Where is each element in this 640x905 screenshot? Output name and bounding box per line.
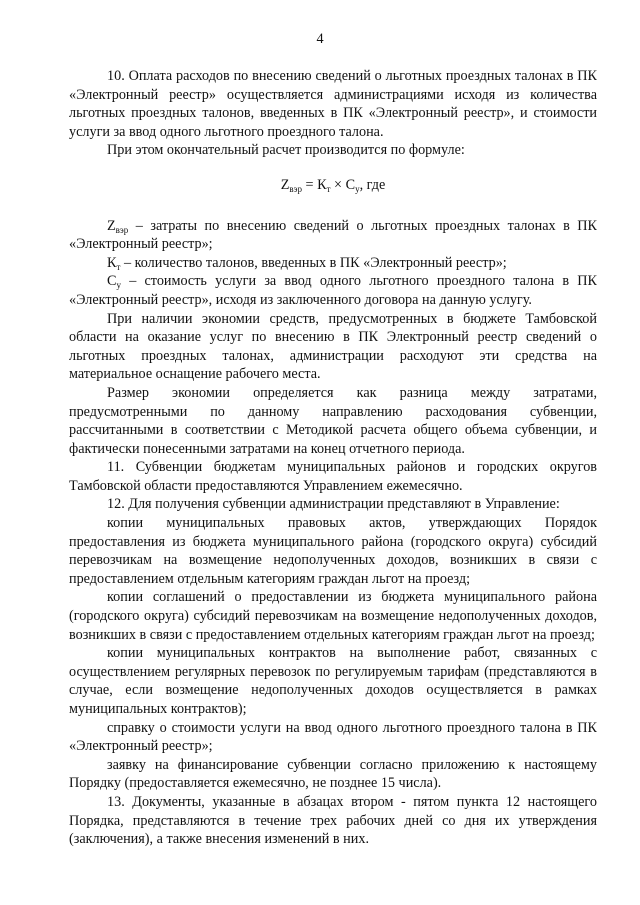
document-body bbox=[69, 67, 597, 849]
definition-k-sub: т bbox=[116, 261, 121, 272]
list-item: копии муниципальных контрактов на выполнение работ, связанных с осуществлением регулярных перевозок по регулируемым тарифам (представляются в случае, если возмещение недополученных доходов осуществляется в рамках муниципальных контрактов); bbox=[69, 645, 597, 717]
paragraph-economy-size: Размер экономии определяется как разница между затратами, предусмотренными по данному направлению расходования субвенции, рассчитанными в соответствии с Методикой расчета общего объема субвенции, и фактически понесенными затратами на конец отчетного периода. bbox=[69, 384, 597, 457]
formula-intro: При этом окончательный расчет производится по формуле: bbox=[107, 142, 465, 159]
formula-equals: = bbox=[301, 176, 318, 193]
formula-k: К bbox=[317, 176, 327, 193]
definition-z-text: – затраты по внесению сведений о льготных проездных талонах в ПК «Электронный реестр»; bbox=[69, 217, 597, 253]
definition-k-text: – количество талонов, введенных в ПК «Электронный реестр»; bbox=[120, 254, 507, 271]
definition-c-text: – стоимость услуги за ввод одного льготного проездного талона в ПК «Электронный реестр», исходя из заключенного договора на данную услугу. bbox=[69, 273, 597, 308]
definition-k bbox=[69, 254, 597, 273]
definition-c-symbol: С bbox=[107, 273, 117, 290]
formula-k-sub: т bbox=[326, 183, 331, 194]
definition-c bbox=[69, 272, 597, 309]
definition-z bbox=[69, 217, 597, 254]
definition-c-sub: у bbox=[116, 280, 121, 291]
paragraph-12: 12. Для получения субвенции администрации представляют в Управление: bbox=[107, 496, 560, 513]
formula-z-sub: вэр bbox=[289, 183, 302, 194]
formula-z: Z bbox=[280, 176, 290, 193]
definition-z-sub: вэр bbox=[115, 224, 129, 235]
paragraph-economy: При наличии экономии средств, предусмотренных в бюджете Тамбовской области на оказание услуг по внесению в ПК Электронный реестр сведений о льготных проездных талонах, администрации расходуют эти средства на материальное оснащение рабочего места. bbox=[69, 310, 597, 383]
paragraph-11: 11. Субвенции бюджетам муниципальных районов и городских округов Тамбовской области предоставляются Управлением ежемесячно. bbox=[69, 459, 597, 494]
list-item: копии муниципальных правовых актов, утверждающих Порядок предоставления из бюджета муниципального района (городского округа) субсидий перевозчикам на возмещение недополученных доходов, возникших в связи с предоставлением отдельным категориям граждан льгот на проезд; bbox=[69, 515, 597, 587]
list-item: справку о стоимости услуги на ввод одного льготного проездного талона в ПК «Электронный реестр»; bbox=[69, 719, 597, 755]
definition-z-symbol: Z bbox=[107, 217, 116, 234]
formula-tail: , где bbox=[359, 176, 386, 193]
formula-c: С bbox=[345, 176, 356, 193]
formula-times: × bbox=[330, 176, 346, 193]
definition-k-symbol: К bbox=[107, 254, 117, 271]
list-item: заявку на финансирование субвенции согласно приложению к настоящему Порядку (предоставляется ежемесячно, не позднее 15 числа). bbox=[69, 756, 597, 792]
formula bbox=[69, 176, 597, 195]
list-item: копии соглашений о предоставлении из бюджета муниципального района (городского округа) субсидий перевозчикам на возмещение недополученных доходов, возникших в связи с предоставлением отдельных категориям граждан льгот на проезд; bbox=[69, 589, 597, 643]
paragraph-13: 13. Документы, указанные в абзацах втором - пятом пункта 12 настоящего Порядка, представляются в течение трех рабочих дней со дня их утверждения (заключения), а также внесения изменений в них. bbox=[69, 793, 597, 848]
formula-c-sub: у bbox=[355, 183, 360, 194]
page-number: 4 bbox=[316, 31, 324, 47]
paragraph-10: 10. Оплата расходов по внесению сведений о льготных проездных талонах в ПК «Электронный реестр» осуществляется администрациями исходя из количества льготных проездных талонов, введенных в ПК «Электронный реестр», и стоимости услуги за ввод одного льготного проездного талона. bbox=[69, 68, 597, 140]
